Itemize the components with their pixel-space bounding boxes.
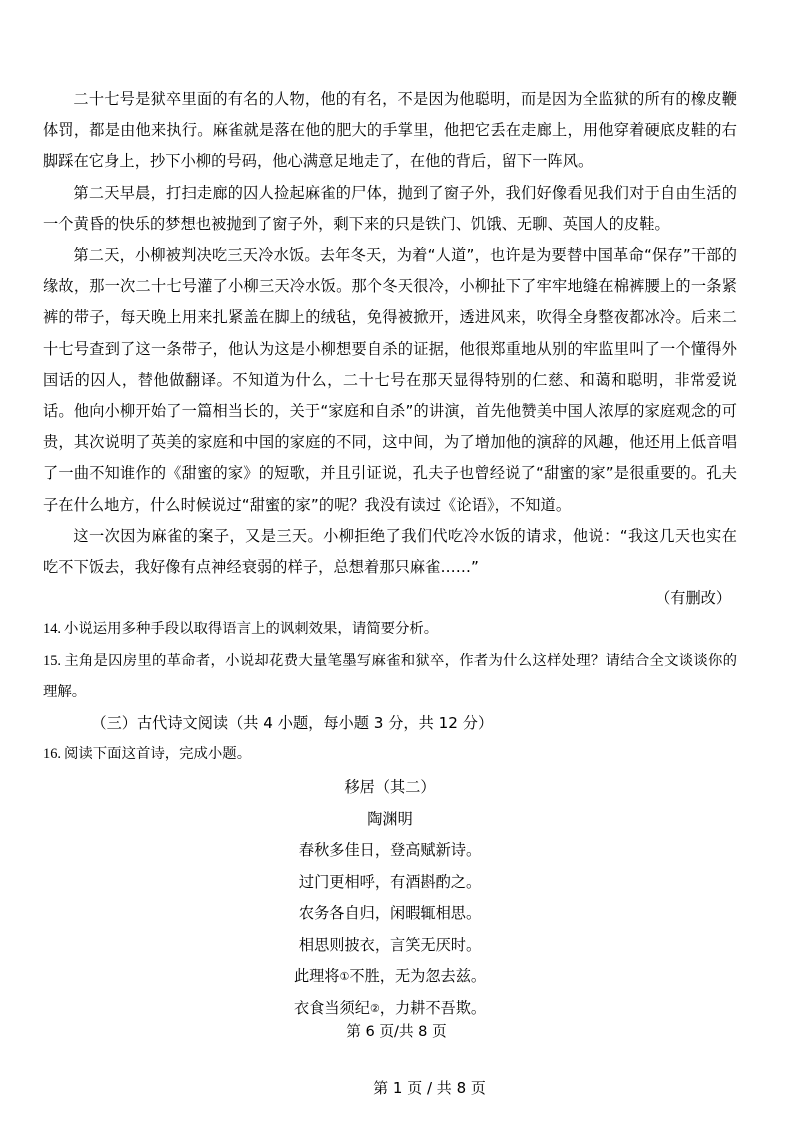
poem-line-text: 衣食当须纪 (293, 998, 370, 1017)
question-text: 小说运用多种手段以取得语言上的讽刺效果，请简要分析。 (64, 621, 439, 638)
footnote-marker: ② (369, 1001, 380, 1015)
poem-line-text-tail: ，力耕不吾欺。 (379, 998, 487, 1017)
passage-paragraph: 二十七号是狱卒里面的有名的人物，他的有名，不是因为他聪明，而是因为全监狱的所有的橡皮鞭体罚，都是由他来执行。麻雀就是落在他的肥大的手掌里，他把它丢在走廊上，用他穿着硬底皮鞋的右脚踩在它身上，抄下小柳的号码，他心满意足地走了，在他的背后，留下一阵风。 (43, 90, 737, 171)
question-text: 阅读下面这首诗，完成小题。 (64, 746, 252, 763)
passage-attribution: （有删改） (655, 589, 731, 608)
poem-line (43, 993, 737, 1025)
footnote-marker: ① (339, 970, 350, 984)
poem-line-text: 农务各自归，闲暇辄相思。 (298, 904, 482, 923)
poem-line-text: 相思则披衣，言笑无厌时。 (298, 935, 482, 954)
page-content (43, 84, 737, 1024)
page-footer (0, 1077, 793, 1099)
passage-paragraph: 这一次因为麻雀的案子，又是三天。小柳拒绝了我们代吃冷水饭的请求，他说：“我这几天也实在吃不下饭去，我好像有点神经衰弱的样子，总想着那只麻雀……” (43, 526, 737, 577)
document-inner-footer: 第 6 页/共 8 页 (346, 1023, 447, 1040)
poem-line-text: 此理将 (293, 967, 340, 986)
question-text: 主角是囚房里的革命者，小说却花费大量笔墨写麻雀和狱卒，作者为什么这样处理？请结合全文谈谈你的理解。 (43, 652, 737, 700)
passage-paragraph: 第二天早晨，打扫走廊的囚人捡起麻雀的尸体，抛到了窗子外，我们好像看见我们对于自由生活的一个黄昏的快乐的梦想也被抛到了窗子外，剩下来的只是铁门、饥饿、无聊、英国人的皮鞋。 (43, 183, 737, 233)
poem-line (43, 898, 737, 930)
poem-line-text: 春秋多佳日，登高赋新诗。 (298, 841, 482, 860)
page-footer-label: 第 1 页 / 共 8 页 (373, 1079, 486, 1097)
poem-line (43, 867, 737, 899)
passage-paragraph: 第二天，小柳被判决吃三天冷水饭。去年冬天，为着“人道”，也许是为要替中国革命“保存”干部的缘故，那一次二十七号灌了小柳三天冷水饭。那个冬天很冷，小柳扯下了牢牢地缝在棉裤腰上的一条紧裤的带子，每天晚上用来扎紧盖在脚上的绒毡，免得被掀开，透进风来，吹得全身整夜都冰冷。后来二十七号查到了这一条带子，他认为这是小柳想要自杀的证据，他很郑重地从别的牢监里叫了一个懂得外国话的囚人，替他做翻译。不知道为什么，二十七号在那天显得特别的仁慈、和蔼和聪明，非常爱说话。他向小柳开始了一篇相当长的，关于“家庭和自杀”的讲演，首先他赞美中国人浓厚的家庭观念的可贵，其次说明了英美的家庭和中国的家庭的不同，这中间，为了增加他的演辞的风趣，他还用上低音唱了一曲不知谁作的《甜蜜的家》的短歌，并且引证说，孔夫子也曾经说了“甜蜜的家”是很重要的。孔夫子在什么地方，什么时候说过“甜蜜的家”的呢？我没有读过《论语》，不知道。 (43, 246, 737, 514)
poem-line-text-tail: 不胜，无为忽去兹。 (349, 967, 487, 986)
poem-line (43, 930, 737, 962)
poem-author: 陶渊明 (367, 809, 413, 828)
question-number: 16. (43, 746, 61, 763)
poem-line (43, 961, 737, 993)
question-item (43, 739, 737, 770)
poem-block (43, 770, 737, 1024)
question-item (43, 614, 737, 645)
poem-line-text: 过门更相呼，有酒斟酌之。 (298, 872, 482, 891)
section-heading: （三）古代诗文阅读（共 4 小题，每小题 3 分，共 12 分） (91, 714, 494, 733)
question-number: 15. (43, 652, 61, 669)
poem-line (43, 835, 737, 867)
poem-title: 移居（其二） (344, 778, 436, 797)
question-number: 14. (43, 621, 61, 638)
question-item (43, 646, 737, 708)
